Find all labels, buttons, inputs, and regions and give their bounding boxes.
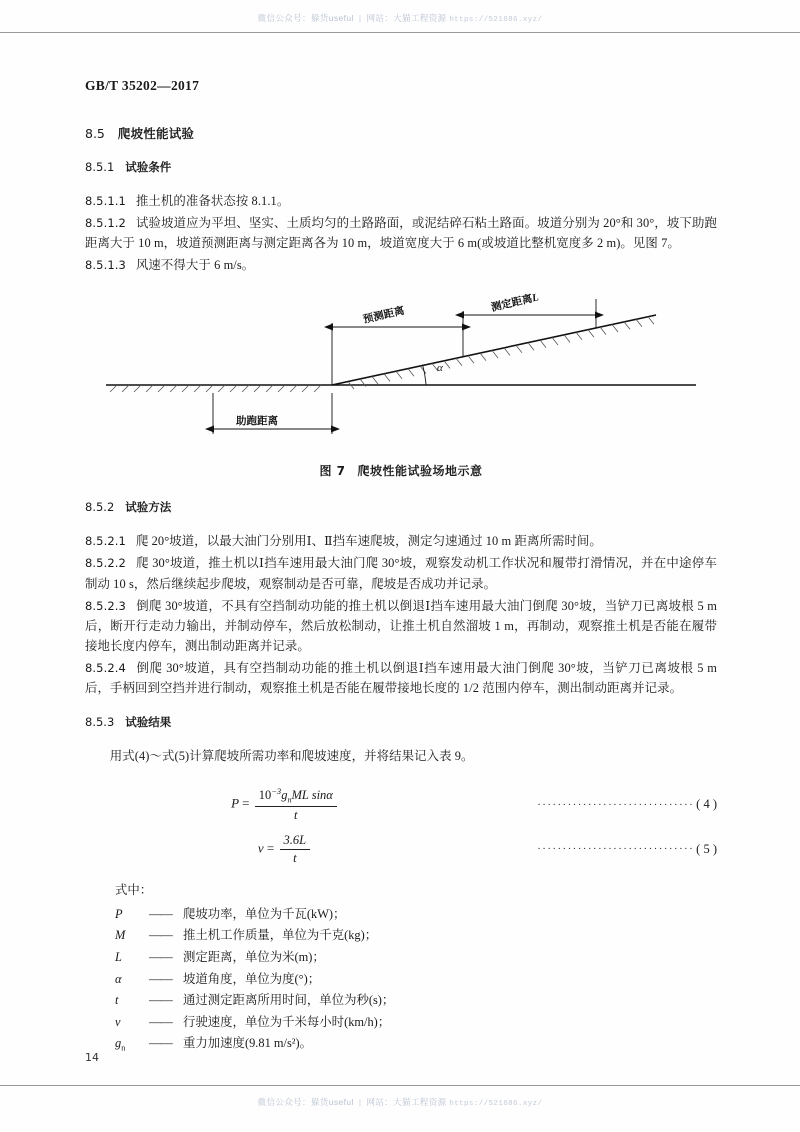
clause-text: 试验坡道应为平坦、坚实、土质均匀的土路路面，或泥结碎石粘土路面。坡道分别为 20°和 30°，坡下助跑距离大于 10 m，坡道预测距离与测定距离各为 10 m，坡道宽度大于 6 m(或坡道比整机宽度多 2 m)。见图 7。 bbox=[85, 216, 717, 251]
section-number: 8.5.3 bbox=[85, 715, 115, 730]
clause-text: 风速不得大于 6 m/s。 bbox=[135, 258, 255, 273]
watermark-separator: | bbox=[358, 13, 362, 23]
watermark-url: https://521686.xyz/ bbox=[449, 1100, 543, 1108]
formula-eq5-lhs: v bbox=[257, 840, 264, 856]
where-item bbox=[115, 1033, 717, 1055]
clause-8-5-2-1 bbox=[85, 531, 717, 551]
clause-8-5-2-3 bbox=[85, 596, 717, 656]
clause-text: 爬 30°坡道，推土机以Ⅰ挡车速用最大油门爬 30°坡，观察发动机工作状况和履带打滑情况，并在中途停车制动 10 s，然后继续起步爬坡，观察制动是否可靠，爬坡是否成功并记录。 bbox=[85, 556, 717, 591]
clause-number: 8.5.1.2 bbox=[85, 216, 126, 231]
footer-rule bbox=[0, 1085, 800, 1086]
figure-7-diagram bbox=[96, 293, 706, 443]
clause-8-5-1-2 bbox=[85, 213, 717, 253]
figure-label-predict-distance: 预测距离 bbox=[361, 305, 406, 327]
where-definition: 重力加速度(9.81 m/s²)。 bbox=[183, 1036, 312, 1051]
where-dash: —— bbox=[149, 1036, 172, 1051]
formula-eq5-expression: v = $\frac{3.6L}{t}$ bbox=[85, 833, 485, 866]
where-item bbox=[115, 1012, 717, 1034]
where-symbol: t bbox=[115, 993, 119, 1008]
where-symbol: M bbox=[115, 928, 126, 943]
figure-number: 图 7 bbox=[319, 464, 346, 479]
watermark-url: https://521686.xyz/ bbox=[449, 16, 543, 24]
where-symbol: v bbox=[115, 1014, 121, 1029]
where-definition: 爬坡功率，单位为千瓦(kW)； bbox=[183, 906, 346, 921]
section-heading-8-5-2 bbox=[85, 499, 717, 515]
formula-eq4-fraction bbox=[255, 786, 337, 823]
where-dash: —— bbox=[149, 928, 172, 943]
where-item bbox=[115, 969, 717, 991]
clause-8-5-1-3 bbox=[85, 255, 717, 275]
page-number: 14 bbox=[85, 1051, 99, 1064]
where-symbol: α bbox=[115, 971, 122, 986]
watermark-bottom bbox=[0, 1096, 800, 1108]
section-title: 爬坡性能试验 bbox=[117, 126, 195, 141]
figure-label-runup-distance: 助跑距离 bbox=[236, 415, 278, 428]
formula-eq4-tag: ( 4 ) bbox=[696, 797, 717, 812]
watermark-site: 网站：大猫工程资源 bbox=[366, 1097, 447, 1107]
where-dash: —— bbox=[149, 906, 172, 921]
figure-caption bbox=[85, 462, 717, 479]
clause-number: 8.5.2.4 bbox=[85, 660, 126, 675]
section-heading-8-5-1 bbox=[85, 159, 717, 175]
where-symbol: L bbox=[115, 950, 122, 965]
clause-text: 推土机的准备状态按 8.1.1。 bbox=[135, 194, 290, 208]
standard-code: GB/T 35202—2017 bbox=[85, 78, 200, 93]
where-symbol: $g_n$ bbox=[115, 1036, 126, 1053]
figure-label-measure-distance: 测定距离L bbox=[489, 293, 540, 315]
clause-text: 爬 20°坡道，以最大油门分别用Ⅰ、Ⅱ挡车速爬坡，测定匀速通过 10 m 距离所需时间。 bbox=[135, 534, 602, 549]
where-item bbox=[115, 925, 717, 947]
where-intro: 式中： bbox=[115, 882, 153, 897]
where-symbol: P bbox=[115, 906, 123, 921]
where-definition: 测定距离，单位为米(m)； bbox=[183, 950, 325, 965]
where-item bbox=[115, 947, 717, 969]
page-content bbox=[85, 78, 717, 1056]
clause-text: 倒爬 30°坡道，不具有空挡制动功能的推土机以倒退Ⅰ挡车速用最大油门倒爬 30°坡，当铲刀已离坡根 5 m 后，断开行走动力输出，并制动停车，然后放松制动，让推土机自然溜坡 1 m，再制动，观察推土机是否能在履带接地长度内停车，测出制动距离并记录。 bbox=[85, 598, 717, 653]
figure-7 bbox=[85, 293, 717, 479]
section-title: 试验方法 bbox=[125, 500, 172, 515]
figure-angle-label: α bbox=[437, 362, 443, 375]
clause-number: 8.5.1.1 bbox=[85, 194, 126, 208]
clause-8-5-2-2 bbox=[85, 553, 717, 593]
formula-eq4-lhs: P bbox=[231, 795, 239, 811]
clause-number: 8.5.2.2 bbox=[85, 556, 126, 571]
where-item bbox=[115, 990, 717, 1012]
clause-8-5-1-1 bbox=[85, 191, 717, 211]
figure-title: 爬坡性能试验场地示意 bbox=[357, 464, 483, 479]
formula-eq4-denominator: t bbox=[294, 807, 298, 822]
watermark-prefix: 微信公众号：躲货useful bbox=[257, 13, 354, 23]
clause-number: 8.5.1.3 bbox=[85, 258, 126, 273]
watermark-separator: | bbox=[358, 1097, 362, 1107]
clause-number: 8.5.2.1 bbox=[85, 534, 126, 549]
header-rule bbox=[0, 32, 800, 33]
section-heading-8-5 bbox=[85, 124, 717, 142]
clause-text: 倒爬 30°坡道，具有空挡制动功能的推土机以倒退Ⅰ挡车速用最大油门倒爬 30°坡，当铲刀已离坡根 5 m 后，手柄回到空挡并进行制动，观察推土机是否能在履带接地长度的 1/2 范围内停车，测出制动距离并记录。 bbox=[85, 660, 717, 696]
formula-eq4-leader: ······························· bbox=[537, 798, 695, 811]
watermark-site: 网站：大猫工程资源 bbox=[366, 13, 447, 23]
formula-eq5-numerator: 3.6L bbox=[280, 833, 311, 850]
section-number: 8.5.1 bbox=[85, 160, 115, 174]
section-title: 试验条件 bbox=[125, 160, 172, 174]
section-heading-8-5-3 bbox=[85, 714, 717, 730]
section-number: 8.5.2 bbox=[85, 500, 115, 515]
where-definition: 行驶速度，单位为千米每小时(km/h)； bbox=[183, 1014, 391, 1029]
where-list bbox=[115, 904, 717, 1056]
formula-eq5-tag: ( 5 ) bbox=[696, 841, 717, 856]
formula-eq5 bbox=[85, 833, 717, 866]
formula-eq5-leader: ······························· bbox=[537, 843, 695, 856]
where-definition: 推土机工作质量，单位为千克(kg)； bbox=[183, 928, 378, 943]
clause-number: 8.5.2.3 bbox=[85, 598, 126, 613]
clause-8-5-3-body: 用式(4)～式(5)计算爬坡所需功率和爬坡速度，并将结果记入表 9。 bbox=[109, 749, 474, 764]
formula-eq5-fraction bbox=[280, 833, 311, 866]
formula-eq4-expression: P = $\frac{10^{-3}g_nML \sin\alpha}{t}$ bbox=[85, 786, 485, 823]
where-dash: —— bbox=[149, 1014, 172, 1029]
formula-eq4 bbox=[85, 786, 717, 823]
where-definition: 坡道角度，单位为度(°)； bbox=[183, 971, 321, 986]
clause-8-5-2-4 bbox=[85, 658, 717, 698]
section-number: 8.5 bbox=[85, 126, 105, 141]
where-item bbox=[115, 904, 717, 926]
watermark-top bbox=[0, 12, 800, 24]
where-dash: —— bbox=[149, 950, 172, 965]
where-dash: —— bbox=[149, 971, 172, 986]
where-dash: —— bbox=[149, 993, 172, 1008]
formula-eq4-numerator: $10^{-3}g_nML$ sinα bbox=[255, 786, 337, 807]
watermark-prefix: 微信公众号：躲货useful bbox=[257, 1097, 354, 1107]
where-definition: 通过测定距离所用时间，单位为秒(s)； bbox=[183, 993, 395, 1008]
section-title: 试验结果 bbox=[125, 715, 172, 730]
formula-eq5-denominator: t bbox=[293, 850, 297, 865]
